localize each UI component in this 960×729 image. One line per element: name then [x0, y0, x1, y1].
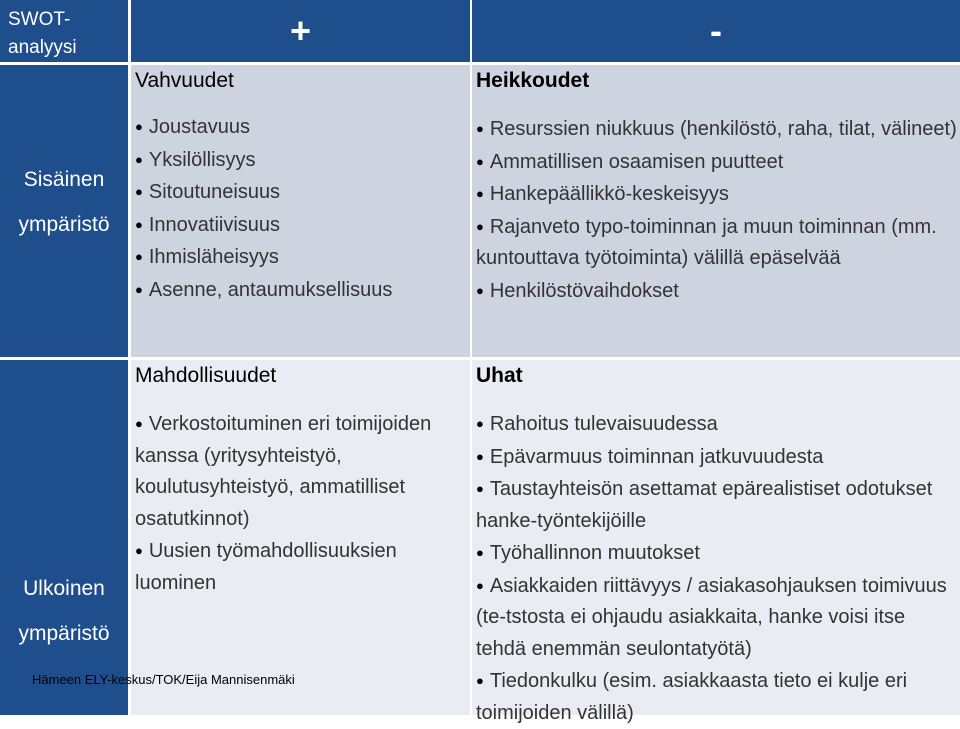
list-item: ● Hankepäällikkö-keskeisyys — [476, 183, 729, 205]
swot-title: SWOT-analyysi — [8, 9, 77, 58]
list-item: ● Asiakkaiden riittävyys / asiakasohjauksen toimivuus (te-tstosta ei ohjaudu asiakkaita, hanke voisi itse tehdä enemmän seulontatyötä) — [476, 574, 947, 660]
threats-list — [476, 408, 960, 729]
list-item: ● Työhallinnon muutokset — [476, 542, 700, 564]
minus-header — [472, 0, 960, 62]
bullet-icon: ● — [476, 481, 484, 496]
bullet-icon: ● — [476, 121, 484, 136]
list-item: ● Ihmisläheisyys — [135, 246, 279, 268]
plus-sign: + — [289, 10, 312, 51]
list-item: ● Tiedonkulku (esim. asiakkaasta tieto ei kulje eri toimijoiden välillä) — [476, 670, 908, 724]
bullet-icon: ● — [476, 218, 484, 234]
list-item: ● Verkostoituminen eri toimijoiden kanssa (yritysyhteistyö, koulutusyhteistyö, ammatilliset osatutkinnot) — [135, 413, 432, 530]
list-item: ● Sitoutuneisuus — [135, 181, 281, 203]
strengths-list — [135, 111, 470, 306]
minus-sign: - — [710, 10, 722, 51]
list-item: ● Uusien työmahdollisuuksien luominen — [135, 540, 397, 594]
bullet-icon: ● — [476, 545, 484, 560]
list-item: ● Epävarmuus toiminnan jatkuvuudesta — [476, 445, 824, 468]
title-cell — [0, 0, 128, 62]
bullet-icon: ● — [476, 577, 484, 593]
opportunities-heading: Mahdollisuudet — [135, 364, 277, 387]
external-label-cell — [0, 360, 128, 715]
weaknesses-heading: Heikkoudet — [476, 69, 590, 92]
threats-heading: Uhat — [476, 364, 523, 387]
external-environment-label: Ulkoinen ympäristö — [18, 577, 110, 645]
bullet-icon: ● — [135, 151, 143, 167]
bullet-icon: ● — [476, 416, 484, 431]
strengths-heading: Vahvuudet — [135, 69, 234, 92]
bullet-icon: ● — [135, 281, 143, 297]
bullet-icon: ● — [476, 153, 484, 169]
bullet-icon: ● — [476, 282, 484, 298]
list-item: ● Resurssien niukkuus (henkilöstö, raha, tilat, välineet) — [476, 118, 957, 140]
strengths-cell — [131, 65, 470, 357]
bullet-icon: ● — [135, 543, 143, 558]
opportunities-list — [135, 408, 470, 599]
list-item: ● Asenne, antaumuksellisuus — [135, 278, 393, 301]
weaknesses-list — [476, 113, 960, 307]
bullet-icon: ● — [476, 186, 484, 201]
list-item: ● Ammatillisen osaamisen puutteet — [476, 150, 784, 173]
weaknesses-cell — [472, 65, 960, 357]
bullet-icon: ● — [135, 249, 143, 264]
bullet-icon: ● — [135, 216, 143, 232]
list-item: ● Yksilöllisyys — [135, 148, 256, 171]
threats-cell — [472, 360, 960, 724]
internal-label-cell — [0, 65, 128, 357]
bullet-icon: ● — [135, 184, 143, 199]
bullet-icon: ● — [135, 119, 143, 134]
opportunities-cell — [131, 360, 470, 715]
internal-environment-label: Sisäinen ympäristö — [18, 168, 110, 236]
list-item: ● Rahoitus tulevaisuudessa — [476, 413, 718, 435]
list-item: ● Henkilöstövaihdokset — [476, 279, 679, 302]
plus-header — [131, 0, 470, 62]
bullet-icon: ● — [476, 673, 484, 688]
list-item: ● Innovatiivisuus — [135, 213, 281, 236]
list-item: ● Joustavuus — [135, 116, 251, 138]
footer-credit: Hämeen ELY-keskus/TOK/Eija Mannisenmäki — [32, 672, 295, 687]
bullet-icon: ● — [476, 448, 484, 464]
bullet-icon: ● — [135, 416, 143, 431]
list-item: ● Taustayhteisön asettamat epärealistiset odotukset hanke-työntekijöille — [476, 478, 933, 532]
list-item: ● Rajanveto typo-toiminnan ja muun toiminnan (mm. kuntouttava työtoiminta) välillä epäselvää — [476, 215, 937, 269]
